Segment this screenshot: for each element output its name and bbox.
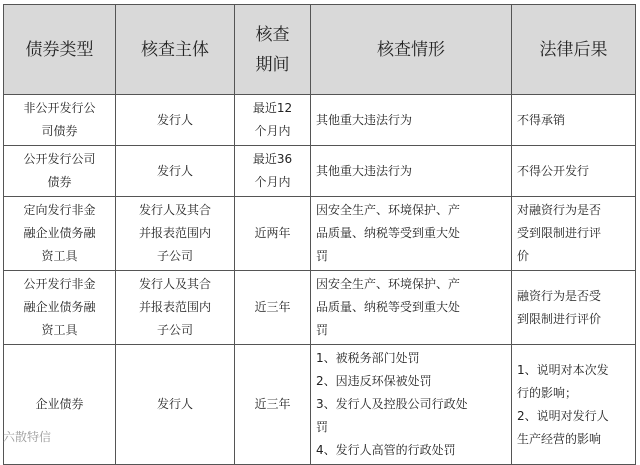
cell-line: 近三年	[254, 397, 291, 411]
header-period	[235, 5, 311, 95]
header-row	[4, 5, 636, 95]
cell-line: 价	[517, 249, 530, 263]
cell-situation	[311, 197, 512, 271]
cell-line: 行的影响；	[517, 385, 578, 400]
cell-subject	[116, 345, 235, 465]
cell-line: 定向发行非金	[23, 203, 96, 217]
table-row	[4, 197, 636, 271]
cell-line: 近三年	[254, 300, 291, 314]
cell-line: 融资行为是否受	[517, 288, 602, 303]
cell-line: 对融资行为是否	[517, 203, 602, 217]
cell-consequence	[512, 95, 636, 146]
cell-subject	[116, 146, 235, 197]
cell-line: 公开发行非金	[23, 277, 96, 291]
cell-line: 非公开发行公	[23, 101, 96, 115]
table-row	[4, 95, 636, 146]
cell-line: 并报表范围内	[138, 226, 211, 240]
cell-line: 个月内	[254, 175, 291, 189]
cell-line: 3、发行人及控股公司行政处	[316, 397, 468, 411]
cell-line: 融企业债务融	[23, 300, 96, 314]
cell-line: 司债券	[41, 124, 78, 138]
cell-period	[235, 345, 311, 465]
cell-line: 发行人	[156, 397, 193, 411]
cell-line: 1、被税务部门处罚	[316, 351, 420, 365]
cell-line: 罚	[316, 420, 329, 434]
cell-line: 到限制进行评价	[517, 311, 602, 326]
table-row	[4, 271, 636, 345]
header-period-line: 期间	[255, 54, 290, 75]
header-situation: 核查情形	[311, 5, 512, 95]
cell-line: 其他重大违法行为	[316, 112, 413, 127]
cell-line: 发行人	[156, 163, 193, 178]
cell-situation	[311, 271, 512, 345]
cell-line: 受到限制进行评	[517, 226, 602, 240]
cell-line: 融企业债务融	[23, 226, 96, 240]
cell-bond-type	[4, 271, 116, 345]
cell-period	[235, 271, 311, 345]
cell-line: 最近36	[252, 152, 293, 166]
cell-line: 债券	[47, 175, 72, 189]
cell-bond-type	[4, 345, 116, 465]
header-consequence: 法律后果	[512, 5, 636, 95]
cell-line: 品质量、纳税等受到重大处	[316, 300, 461, 314]
cell-consequence	[512, 271, 636, 345]
cell-consequence	[512, 146, 636, 197]
cell-line: 子公司	[156, 323, 193, 337]
cell-line: 罚	[316, 249, 329, 263]
header-bond-type: 债券类型	[4, 5, 116, 95]
watermark: 六散特信	[3, 430, 52, 444]
cell-line: 品质量、纳税等受到重大处	[316, 226, 461, 240]
cell-line: 公开发行公司	[23, 152, 96, 166]
cell-line: 因安全生产、环境保护、产	[316, 203, 461, 217]
cell-bond-type	[4, 95, 116, 146]
cell-line: 不得承销	[517, 112, 566, 127]
table-row	[4, 345, 636, 465]
cell-line: 其他重大违法行为	[316, 163, 413, 178]
cell-line: 1、说明对本次发	[517, 362, 609, 377]
cell-subject	[116, 197, 235, 271]
cell-line: 并报表范围内	[138, 300, 211, 314]
cell-line: 罚	[316, 323, 329, 337]
cell-line: 个月内	[254, 124, 291, 138]
cell-line: 资工具	[41, 323, 78, 337]
cell-bond-type	[4, 146, 116, 197]
cell-line: 企业债券	[35, 397, 84, 411]
cell-bond-type	[4, 197, 116, 271]
cell-line: 因安全生产、环境保护、产	[316, 277, 461, 291]
cell-line: 2、因违反环保被处罚	[316, 374, 432, 388]
table-row	[4, 146, 636, 197]
cell-consequence	[512, 197, 636, 271]
cell-subject	[116, 95, 235, 146]
cell-situation	[311, 95, 512, 146]
cell-line: 发行人及其合	[138, 277, 211, 291]
cell-consequence	[512, 345, 636, 465]
cell-subject	[116, 271, 235, 345]
cell-period	[235, 146, 311, 197]
cell-line: 4、发行人高管的行政处罚	[316, 443, 456, 457]
cell-situation	[311, 345, 512, 465]
cell-line: 2、说明对发行人	[517, 408, 609, 423]
cell-line: 最近12	[252, 101, 293, 115]
cell-period	[235, 95, 311, 146]
cell-line: 发行人及其合	[138, 203, 211, 217]
bond-regulation-table	[3, 4, 636, 465]
cell-line: 子公司	[156, 249, 193, 263]
cell-line: 发行人	[156, 112, 193, 127]
header-period-line: 核查	[255, 24, 290, 45]
cell-line: 不得公开发行	[517, 163, 590, 178]
cell-period	[235, 197, 311, 271]
cell-line: 生产经营的影响	[517, 431, 602, 446]
cell-line: 资工具	[41, 249, 78, 263]
header-subject: 核查主体	[116, 5, 235, 95]
cell-situation	[311, 146, 512, 197]
cell-line: 近两年	[254, 226, 291, 240]
